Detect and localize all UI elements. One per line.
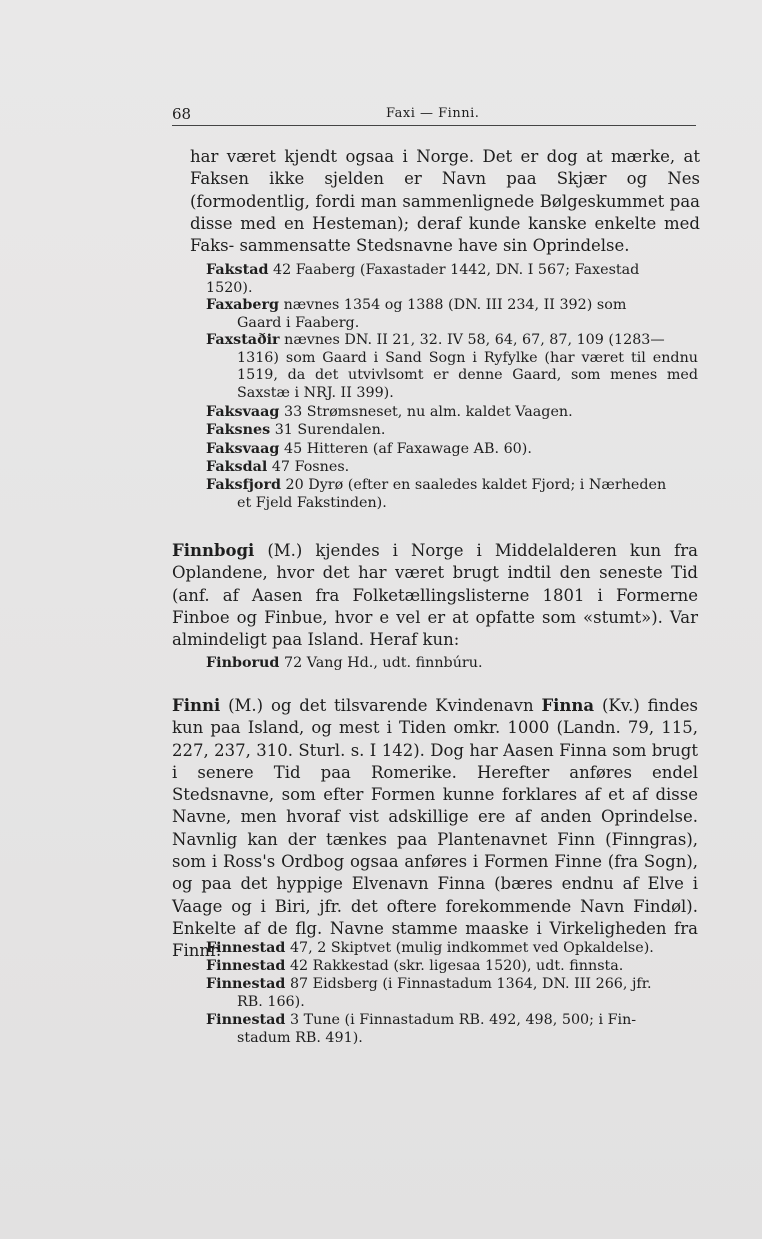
list-item: Faksvaag 33 Strømsneset, nu alm. kaldet Vaagen. xyxy=(206,404,573,420)
running-title: Faxi — Finni. xyxy=(386,106,480,121)
list-item: Finnestad 42 Rakkestad (skr. ligesaa 1520), udt. finnsta. xyxy=(206,958,624,974)
list-item: Fakstad 42 Faaberg (Faxastader 1442, DN. I 567; Faxestad 1520). xyxy=(206,262,640,296)
headword-2: Finna xyxy=(541,696,595,715)
list-item: Finnestad 47, 2 Skiptvet (mulig indkommet ved Opkaldelse). xyxy=(206,940,654,956)
page-header xyxy=(172,103,696,126)
list-item: Faxstaðir nævnes DN. II 21, 32. IV 58, 64, 67, 87, 109 (1283— 1316) som Gaard i Sand Sogn i Ryfylke (har været til endnu 1519, da det utvivlsomt er denne Gaard, som menes med Saxstæ i NRJ. II 399). xyxy=(206,332,698,401)
headword: Finni xyxy=(172,696,221,715)
list-item: Finborud 72 Vang Hd., udt. finnbúru. xyxy=(206,655,483,671)
list-item: Faksfjord 20 Dyrø (efter en saaledes kaldet Fjord; i Nærheden et Fjeld Fakstinden). xyxy=(206,477,667,511)
faxi-continuation-paragraph: har været kjendt ogsaa i Norge. Det er dog at mærke, at Faksen ikke sjelden er Navn paa Skjær og Nes (formodentlig, fordi man sammenlignede Bølgeskummet paa disse med en Hesteman); deraf kunde kanske enkelte med Faks- sammensatte Stedsnavne have sin Oprindelse. xyxy=(190,147,700,256)
list-item: Faxaberg nævnes 1354 og 1388 (DN. III 234, II 392) som Gaard i Faaberg. xyxy=(206,297,627,331)
page-number: 68 xyxy=(172,105,192,123)
finni-entry: Finni (M.) og det tilsvarende Kvindenavn Finna (Kv.) findes kun paa Island, og mest i Tiden omkr. 1000 (Landn. 79, 115, 227, 237, 310. Sturl. s. I 142). Dog har Aasen Finna som brugt i senere Tid paa Romerike. Herefter anføres endel Stedsnavne, som efter Formen kunne forklares af et af disse Navne, men hvoraf vist adskillige ere af anden Oprindelse. Navnlig kan der tænkes paa Plantenavnet Finn (Finngras), som i Ross's Ordbog ogsaa anføres i Formen Finne (fra Sogn), og paa det hyppige Elvenavn Finna (bæres endnu af Elve i Vaage og i Biri, jfr. det oftere forekommende Navn Findøl). Enkelte af de flg. Navne stamme maaske i Virkeligheden fra Finnr. xyxy=(172,696,699,961)
list-item: Faksnes 31 Surendalen. xyxy=(206,422,386,438)
list-item: Finnestad 87 Eidsberg (i Finnastadum 1364, DN. III 266, jfr. RB. 166). xyxy=(206,976,652,1010)
finnbogi-entry: Finnbogi (M.) kjendes i Norge i Middelalderen kun fra Oplandene, hvor det har været brugt indtil den seneste Tid (anf. af Aasen fra Folketællingslisterne 1801 i Formerne Finboe og Finbue, hvor e vel er at opfatte som «stumt»). Var almindeligt paa Island. Heraf kun: xyxy=(172,541,698,650)
headword: Finnbogi xyxy=(172,541,255,560)
list-item: Faksdal 47 Fosnes. xyxy=(206,459,350,475)
list-item: Finnestad 3 Tune (i Finnastadum RB. 492, 498, 500; i Fin- stadum RB. 491). xyxy=(206,1012,637,1046)
list-item: Faksvaag 45 Hitteren (af Faxawage AB. 60). xyxy=(206,441,532,457)
